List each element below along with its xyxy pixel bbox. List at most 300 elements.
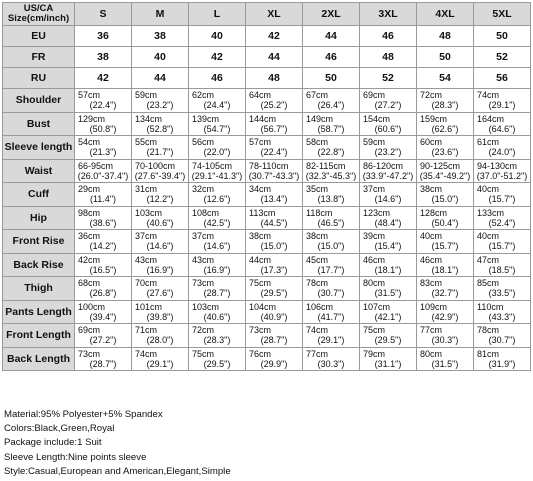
measurement-cell [474,136,531,160]
measurement-inch: (27.6") [146,288,174,299]
measurement-inch: (26.4") [317,100,345,111]
measurement-row [3,230,531,254]
measurement-cell [246,89,303,113]
measurement-inch: (24.0") [488,147,516,158]
measurement-inch: (13.4") [260,194,288,205]
measurement-cm: 57cm [78,90,101,101]
measurement-cell [246,277,303,301]
measurement-cell [189,206,246,230]
measurement-cell [132,136,189,160]
measurement-cm: 123cm [363,207,391,218]
conversion-cell: 38 [75,47,132,68]
measurement-inch: (29.5") [203,358,231,369]
measurement-cm: 85cm [477,278,500,289]
measurement-cm: 75cm [249,278,272,289]
measurement-inch: (41.7") [317,311,345,322]
size-header-cell: S [75,3,132,26]
measurement-cm: 57cm [249,137,272,148]
measurement-cm: 56cm [192,137,215,148]
measurement-inch: (28.7") [89,358,117,369]
measurement-cm: 34cm [249,184,272,195]
measurement-cell [417,347,474,371]
measurement-inch: (43.3") [488,311,516,322]
measurement-cell [75,230,132,254]
measurement-cm: 133cm [477,207,505,218]
size-header-cell: L [189,3,246,26]
measurement-inch: (23.2") [374,147,402,158]
measurement-cm: 104cm [249,301,277,312]
measurement-cm: 66-95cm [78,160,114,171]
measurement-cell [246,159,303,183]
measurement-cm: 70cm [135,278,158,289]
measurement-cell [75,206,132,230]
measurement-cm: 69cm [363,90,386,101]
measurement-cm: 81cm [477,348,500,359]
measurement-cell [303,206,360,230]
info-line: Sleeve Length:Nine points sleeve [4,451,147,463]
measurement-cell [75,183,132,207]
measurement-cm: 38cm [249,231,272,242]
measurement-cell [360,112,417,136]
measurement-cell [303,112,360,136]
conversion-row-label: RU [3,68,75,89]
measurement-inch: (18.1") [431,264,459,275]
measurement-row-label: Pants Length [3,300,75,324]
measurement-cm: 72cm [420,90,443,101]
measurement-inch: (28.7") [203,288,231,299]
measurement-inch: (39.8") [146,311,174,322]
conversion-row-eu [3,26,531,47]
size-header-cell: XL [246,3,303,26]
measurement-cell [132,112,189,136]
corner-cell [3,3,75,26]
corner-label: US/CA [23,3,54,14]
measurement-inch: (27.6"-39.4") [134,170,186,181]
measurement-cell [360,230,417,254]
measurement-cm: 61cm [477,137,500,148]
measurement-inch: (40.9") [260,311,288,322]
size-header-cell: 4XL [417,3,474,26]
measurement-cm: 72cm [192,325,215,336]
measurement-cell [417,136,474,160]
conversion-cell: 54 [417,68,474,89]
measurement-inch: (30.7") [488,335,516,346]
measurement-cell [75,89,132,113]
measurement-row [3,347,531,371]
measurement-cm: 103cm [135,207,163,218]
measurement-inch: (30.7") [317,288,345,299]
measurement-cm: 58cm [306,137,329,148]
measurement-cm: 144cm [249,113,277,124]
conversion-cell: 40 [132,47,189,68]
measurement-row [3,300,531,324]
measurement-cm: 37cm [363,184,386,195]
measurement-cm: 74cm [135,348,158,359]
measurement-cell [246,324,303,348]
measurement-cm: 100cm [78,301,106,312]
measurement-cm: 80cm [420,348,443,359]
measurement-cell [132,277,189,301]
measurement-cell [75,159,132,183]
measurement-row [3,253,531,277]
measurement-cm: 46cm [363,254,386,265]
measurement-inch: (22.8") [317,147,345,158]
measurement-inch: (14.6") [146,241,174,252]
measurement-inch: (42.9") [431,311,459,322]
measurement-cm: 68cm [78,278,101,289]
measurement-inch: (27.2") [89,335,117,346]
measurement-row-label: Bust [3,112,75,136]
measurement-inch: (40.6") [203,311,231,322]
measurement-cm: 71cm [135,325,158,336]
measurement-cell [246,230,303,254]
measurement-cell [132,300,189,324]
measurement-inch: (35.4"-49.2") [419,170,471,181]
measurement-row [3,112,531,136]
measurement-inch: (32.3"-45.3") [305,170,357,181]
measurement-cell [360,206,417,230]
measurement-cm: 139cm [192,113,220,124]
measurement-cm: 107cm [363,301,391,312]
measurement-inch: (46.5") [317,217,345,228]
conversion-cell: 50 [474,26,531,47]
measurement-cm: 69cm [78,325,101,336]
measurement-inch: (15.7") [488,241,516,252]
measurement-cell [132,347,189,371]
measurement-cm: 43cm [135,254,158,265]
measurement-cm: 134cm [135,113,163,124]
measurement-inch: (31.5") [431,358,459,369]
size-header-cell: 5XL [474,3,531,26]
measurement-inch: (31.9") [488,358,516,369]
measurement-row-label: Hip [3,206,75,230]
measurement-cell [360,300,417,324]
measurement-inch: (18.5") [488,264,516,275]
measurement-row [3,206,531,230]
measurement-cm: 59cm [363,137,386,148]
measurement-cell [417,206,474,230]
info-line: Package include:1 Suit [4,437,102,449]
measurement-cm: 77cm [420,325,443,336]
conversion-cell: 52 [474,47,531,68]
measurement-inch: (50.8") [89,123,117,134]
measurement-inch: (14.2") [89,241,117,252]
info-line: Style:Casual,European and American,Elegant,Simple [4,465,231,477]
measurement-cell [417,183,474,207]
conversion-row-ru [3,68,531,89]
measurement-row-label: Cuff [3,183,75,207]
measurement-inch: (28.7") [260,335,288,346]
measurement-cm: 38cm [306,231,329,242]
measurement-cell [189,159,246,183]
measurement-cm: 75cm [363,325,386,336]
measurement-cell [132,183,189,207]
measurement-inch: (22.4") [260,147,288,158]
measurement-row-label: Thigh [3,277,75,301]
measurement-cm: 78cm [477,325,500,336]
measurement-inch: (30.3") [317,358,345,369]
measurement-cell [360,253,417,277]
measurement-inch: (11.4") [89,194,117,205]
measurement-cm: 75cm [192,348,215,359]
measurement-cm: 74cm [306,325,329,336]
measurement-inch: (15.7") [431,241,459,252]
measurement-cell [189,230,246,254]
measurement-cell [360,183,417,207]
measurement-cm: 42cm [78,254,101,265]
measurement-inch: (30.3") [431,335,459,346]
conversion-cell: 36 [75,26,132,47]
measurement-cell [189,347,246,371]
measurement-cm: 73cm [78,348,101,359]
measurement-cm: 67cm [306,90,329,101]
measurement-cell [303,183,360,207]
measurement-cm: 59cm [135,90,158,101]
conversion-cell: 42 [189,47,246,68]
measurement-cm: 98cm [78,207,101,218]
measurement-cell [75,300,132,324]
measurement-inch: (39.4") [89,311,117,322]
measurement-cell [246,136,303,160]
measurement-inch: (15.4") [374,241,402,252]
measurement-cell [360,277,417,301]
measurement-cell [417,300,474,324]
measurement-cm: 154cm [363,113,391,124]
measurement-cell [474,253,531,277]
measurement-cm: 129cm [78,113,106,124]
measurement-cell [360,324,417,348]
measurement-cm: 60cm [420,137,443,148]
measurement-inch: (15.0") [260,241,288,252]
measurement-inch: (62.6") [431,123,459,134]
measurement-cell [474,230,531,254]
measurement-cell [417,159,474,183]
measurement-cell [189,136,246,160]
measurement-inch: (13.8") [317,194,345,205]
measurement-inch: (64.6") [488,123,516,134]
measurement-row-label: Back Rise [3,253,75,277]
measurement-inch: (37.0"-51.2") [476,170,528,181]
measurement-cell [474,277,531,301]
measurement-cell [132,253,189,277]
conversion-cell: 50 [417,47,474,68]
conversion-row-label: EU [3,26,75,47]
measurement-cm: 78-110cm [249,160,289,171]
measurement-inch: (60.6") [374,123,402,134]
measurement-inch: (16.9") [203,264,231,275]
measurement-inch: (22.4") [89,100,117,111]
measurement-cell [75,324,132,348]
measurement-inch: (25.2") [260,100,288,111]
measurement-cm: 113cm [249,207,276,218]
measurement-cell [75,253,132,277]
measurement-inch: (58.7") [317,123,345,134]
measurement-row-label: Back Length [3,347,75,371]
measurement-cell [474,159,531,183]
measurement-cm: 40cm [420,231,443,242]
measurement-cell [189,300,246,324]
measurement-cm: 78cm [306,278,329,289]
measurement-cell [189,253,246,277]
measurement-cell [246,206,303,230]
measurement-cm: 44cm [249,254,272,265]
measurement-cell [75,277,132,301]
measurement-cell [246,253,303,277]
measurement-inch: (54.7") [203,123,231,134]
measurement-inch: (21.3") [89,147,117,158]
measurement-cell [75,347,132,371]
measurement-cm: 149cm [306,113,334,124]
measurement-inch: (33.5") [488,288,516,299]
measurement-cell [189,89,246,113]
measurement-cm: 118cm [306,207,333,218]
measurement-row-label: Waist [3,159,75,183]
measurement-cm: 76cm [249,348,272,359]
measurement-cm: 37cm [135,231,158,242]
size-header-cell: 2XL [303,3,360,26]
measurement-cell [303,230,360,254]
measurement-cm: 74-105cm [192,160,233,171]
measurement-cell [303,136,360,160]
measurement-inch: (12.2") [146,194,174,205]
measurement-inch: (50.4") [431,217,459,228]
size-header-cell: 3XL [360,3,417,26]
measurement-cell [75,112,132,136]
measurement-inch: (28.3") [431,100,459,111]
measurement-inch: (15.0") [317,241,345,252]
conversion-cell: 42 [75,68,132,89]
measurement-cm: 79cm [363,348,386,359]
measurement-cell [360,159,417,183]
measurement-inch: (28.0") [146,335,174,346]
measurement-inch: (23.2") [146,100,174,111]
measurement-cm: 47cm [477,254,500,265]
measurement-cell [132,206,189,230]
measurement-cell [417,324,474,348]
measurement-inch: (31.5") [374,288,402,299]
measurement-cell [189,277,246,301]
size-header-row [3,3,531,26]
measurement-cm: 38cm [420,184,443,195]
measurement-row-label: Shoulder [3,89,75,113]
conversion-cell: 44 [246,47,303,68]
measurement-cm: 83cm [420,278,443,289]
measurement-inch: (33.9"-47.2") [362,170,414,181]
measurement-inch: (16.9") [146,264,174,275]
measurement-inch: (28.3") [203,335,231,346]
measurement-inch: (17.7") [317,264,345,275]
conversion-cell: 38 [132,26,189,47]
measurement-inch: (56.7") [260,123,288,134]
measurement-cm: 94-130cm [477,160,518,171]
measurement-cm: 74cm [477,90,500,101]
measurement-inch: (22.0") [203,147,231,158]
measurement-cell [474,183,531,207]
measurement-cm: 108cm [192,207,220,218]
measurement-inch: (29.1") [488,100,516,111]
measurement-inch: (15.0") [431,194,459,205]
measurement-cell [417,112,474,136]
measurement-inch: (52.8") [146,123,174,134]
measurement-cm: 86-120cm [363,160,404,171]
conversion-cell: 48 [417,26,474,47]
measurement-cm: 36cm [78,231,101,242]
measurement-cm: 159cm [420,113,448,124]
measurement-inch: (52.4") [488,217,516,228]
measurement-cell [189,324,246,348]
measurement-cm: 164cm [477,113,505,124]
measurement-row [3,136,531,160]
measurement-cell [417,89,474,113]
measurement-cm: 39cm [363,231,386,242]
measurement-cm: 46cm [420,254,443,265]
measurement-cell [303,159,360,183]
measurement-inch: (24.4") [203,100,231,111]
measurement-cm: 110cm [477,301,504,312]
measurement-cell [303,89,360,113]
measurement-cell [246,183,303,207]
measurement-cell [474,324,531,348]
measurement-cell [360,347,417,371]
measurement-cm: 82-115cm [306,160,346,171]
measurement-inch: (15.7") [488,194,516,205]
measurement-cell [246,112,303,136]
measurement-inch: (14.6") [374,194,402,205]
size-header-cell: M [132,3,189,26]
measurement-cell [417,253,474,277]
measurement-inch: (26.0"-37.4") [77,170,129,181]
measurement-inch: (31.1") [374,358,402,369]
measurement-inch: (40.6") [146,217,174,228]
measurement-cm: 103cm [192,301,220,312]
measurement-inch: (12.6") [203,194,231,205]
measurement-inch: (27.2") [374,100,402,111]
measurement-cm: 45cm [306,254,329,265]
conversion-cell: 48 [360,47,417,68]
conversion-cell: 50 [303,68,360,89]
conversion-cell: 46 [303,47,360,68]
conversion-cell: 44 [132,68,189,89]
measurement-cell [360,136,417,160]
measurement-cm: 90-125cm [420,160,461,171]
measurement-cell [246,347,303,371]
measurement-cell [417,230,474,254]
measurement-inch: (32.7") [431,288,459,299]
corner-label: Size(cm/inch) [7,13,70,24]
measurement-cm: 40cm [477,184,500,195]
measurement-inch: (29.1") [317,335,345,346]
conversion-cell: 46 [360,26,417,47]
measurement-cm: 70-100cm [135,160,176,171]
conversion-cell: 40 [189,26,246,47]
conversion-cell: 44 [303,26,360,47]
measurement-inch: (42.5") [203,217,231,228]
measurement-cm: 40cm [477,231,500,242]
measurement-cm: 35cm [306,184,329,195]
measurement-cell [417,277,474,301]
measurement-cell [303,300,360,324]
measurement-inch: (48.4") [374,217,402,228]
measurement-row [3,324,531,348]
measurement-row [3,183,531,207]
measurement-row-label: Sleeve length [3,136,75,160]
info-line: Colors:Black,Green,Royal [4,423,115,435]
measurement-cell [75,136,132,160]
conversion-cell: 52 [360,68,417,89]
conversion-cell: 42 [246,26,303,47]
measurement-cell [132,324,189,348]
measurement-inch: (29.5") [260,288,288,299]
